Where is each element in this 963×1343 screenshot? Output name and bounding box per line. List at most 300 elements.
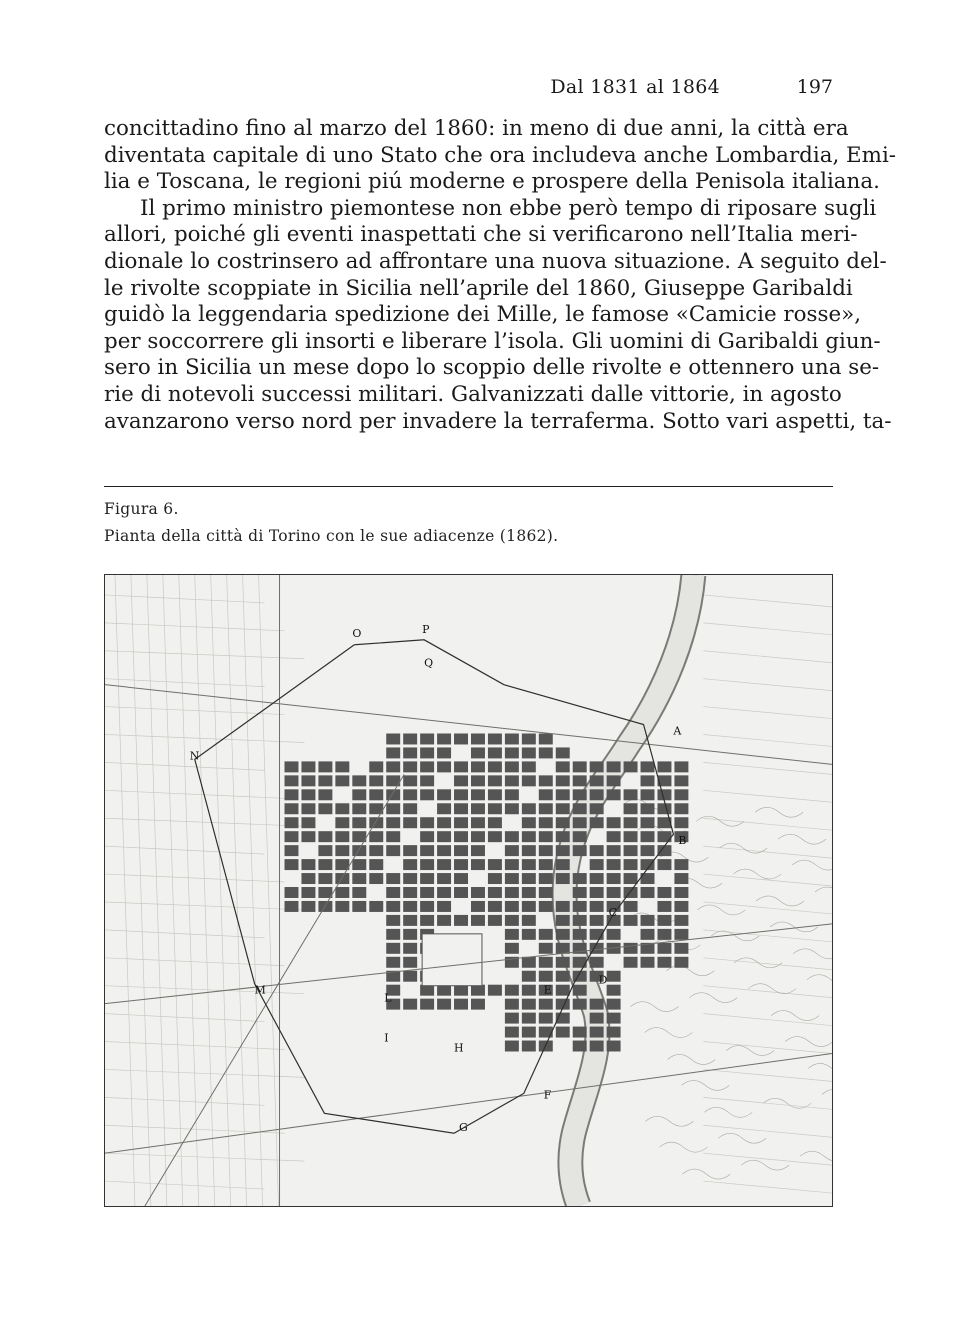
city-block [454,887,468,898]
city-block [301,803,315,814]
city-block [318,775,332,786]
city-block [505,845,519,856]
city-block [318,803,332,814]
city-block [624,761,638,772]
city-block [454,761,468,772]
city-block [607,859,621,870]
city-block [556,831,570,842]
city-block [403,929,417,940]
city-block [641,831,655,842]
city-block [437,831,451,842]
city-block [369,901,383,912]
city-block [573,999,587,1010]
city-block [539,789,553,800]
city-block [641,957,655,968]
city-block [335,817,349,828]
city-block [624,957,638,968]
city-block [573,985,587,996]
city-block [488,887,502,898]
city-block [607,845,621,856]
city-block [403,999,417,1010]
city-block [471,775,485,786]
city-block [522,971,536,982]
city-block [522,747,536,758]
city-block [522,929,536,940]
city-block [674,929,688,940]
page-number: 197 [796,76,833,98]
city-block [505,887,519,898]
city-block [488,747,502,758]
city-block [488,733,502,744]
city-block [505,929,519,940]
city-block [335,901,349,912]
city-block [573,1041,587,1052]
city-block [505,803,519,814]
city-block [403,943,417,954]
text-line: avanzarono verso nord per invadere la terraferma. Sotto vari aspetti, ta- [104,408,892,434]
city-block [352,803,366,814]
city-block [471,901,485,912]
city-block [471,733,485,744]
city-block [403,789,417,800]
city-block [573,831,587,842]
city-block [386,915,400,926]
city-block [285,859,299,870]
city-block [386,943,400,954]
city-block [454,999,468,1010]
city-block [420,831,434,842]
map-letter: D [598,973,608,987]
city-block [471,803,485,814]
city-block [505,733,519,744]
city-block [573,761,587,772]
city-block [505,1027,519,1038]
city-block [318,831,332,842]
city-block [386,817,400,828]
city-block [505,831,519,842]
city-block [674,873,688,884]
city-block [505,943,519,954]
city-block [590,887,604,898]
city-block [522,817,536,828]
city-block [590,845,604,856]
city-block [403,859,417,870]
city-block [641,803,655,814]
city-block [335,887,349,898]
city-block [488,789,502,800]
city-block [301,761,315,772]
city-block [352,901,366,912]
city-block [437,747,451,758]
city-block [590,775,604,786]
city-block [454,845,468,856]
city-block [556,943,570,954]
city-block [352,887,366,898]
city-block [403,733,417,744]
city-block [624,915,638,926]
map-letter: F [543,1088,552,1102]
city-block [301,831,315,842]
city-block [437,999,451,1010]
city-block [590,873,604,884]
city-block [539,831,553,842]
city-block [539,873,553,884]
city-block [505,775,519,786]
city-block [657,901,671,912]
city-block [590,957,604,968]
city-block [471,859,485,870]
map-letter: I [384,1031,389,1045]
city-block [471,747,485,758]
city-block [539,1013,553,1024]
city-block [624,817,638,828]
city-block [488,775,502,786]
map-letter: G [459,1121,468,1135]
city-block [403,971,417,982]
city-block [488,873,502,884]
city-block [403,775,417,786]
city-block [674,915,688,926]
map-letter: H [454,1041,464,1055]
city-block [657,803,671,814]
city-block [420,733,434,744]
map-letter: O [352,626,362,640]
city-block [573,1027,587,1038]
city-block [505,761,519,772]
city-block [403,747,417,758]
city-block [505,1041,519,1052]
city-block [624,943,638,954]
city-block [505,999,519,1010]
city-block [420,747,434,758]
city-block [420,859,434,870]
city-block [505,873,519,884]
city-block [641,929,655,940]
city-block [674,789,688,800]
map-letter: M [254,983,266,997]
city-block [539,887,553,898]
city-block [454,803,468,814]
city-block [454,915,468,926]
city-block [386,901,400,912]
city-block [369,845,383,856]
city-block [301,789,315,800]
map-drawing [105,575,832,1206]
city-block [607,999,621,1010]
city-block [573,789,587,800]
city-block [607,1041,621,1052]
city-block [641,845,655,856]
city-block [420,761,434,772]
city-block [556,929,570,940]
city-block [590,1027,604,1038]
city-block [386,845,400,856]
city-block [590,1041,604,1052]
city-block [556,971,570,982]
city-block [556,775,570,786]
city-block [522,873,536,884]
city-block [285,845,299,856]
city-block [590,817,604,828]
city-block [420,845,434,856]
city-block [539,901,553,912]
city-block [369,817,383,828]
city-block [318,789,332,800]
city-block [674,957,688,968]
map-letter: A [673,724,682,738]
city-block [420,789,434,800]
city-block [386,887,400,898]
city-block [573,887,587,898]
city-block [641,915,655,926]
city-block [674,761,688,772]
city-block [471,915,485,926]
city-block [522,831,536,842]
city-block [556,803,570,814]
city-block [471,831,485,842]
city-block [522,761,536,772]
city-block [403,887,417,898]
city-block [539,859,553,870]
city-block [386,873,400,884]
city-block [437,761,451,772]
city-block [386,831,400,842]
map-letter: Q [424,656,434,670]
text-line: concittadino fino al marzo del 1860: in meno di due anni, la città era [104,116,849,141]
city-block [539,845,553,856]
city-block [505,747,519,758]
city-block [674,859,688,870]
city-block [454,817,468,828]
city-block [607,873,621,884]
city-block [420,887,434,898]
running-title: Dal 1831 al 1864 [550,76,720,98]
city-block [285,761,299,772]
city-block [420,817,434,828]
city-block [386,761,400,772]
city-block [573,901,587,912]
city-block [607,971,621,982]
city-block [556,915,570,926]
city-block [641,789,655,800]
city-block [437,873,451,884]
city-block [657,859,671,870]
text-line: le rivolte scoppiate in Sicilia nell’aprile del 1860, Giuseppe Garibaldi [104,275,853,301]
city-block [471,845,485,856]
text-line: allori, poiché gli eventi inaspettati che si verificarono nell’Italia meri- [104,222,858,248]
turin-map-figure [104,574,833,1207]
city-block [505,915,519,926]
running-head [104,76,833,106]
city-block [573,817,587,828]
city-block [488,985,502,996]
city-block [624,803,638,814]
city-block [318,887,332,898]
city-block [471,985,485,996]
city-block [369,831,383,842]
city-block [352,859,366,870]
city-block [590,859,604,870]
city-block [556,845,570,856]
city-block [624,859,638,870]
text-line: dionale lo costrinsero ad affrontare una nuova situazione. A seguito del- [104,248,887,274]
city-block [488,901,502,912]
city-block [420,775,434,786]
map-letter: N [189,749,200,763]
city-block [318,859,332,870]
city-block [674,817,688,828]
city-block [335,761,349,772]
city-block [369,761,383,772]
city-block [573,873,587,884]
city-block [539,999,553,1010]
text-line: sero in Sicilia un mese dopo lo scoppio delle rivolte e ottennero una se- [104,355,880,381]
city-block [657,957,671,968]
city-block [318,761,332,772]
city-block [590,803,604,814]
city-block [420,915,434,926]
city-block [285,775,299,786]
city-block [641,775,655,786]
city-block [590,789,604,800]
city-block [505,985,519,996]
city-block [539,733,553,744]
city-block [522,985,536,996]
city-block [488,831,502,842]
city-block [437,915,451,926]
city-block [318,845,332,856]
city-block [437,733,451,744]
city-block [437,985,451,996]
city-block [573,957,587,968]
city-block [607,887,621,898]
city-block [437,845,451,856]
city-block [607,761,621,772]
city-block [471,817,485,828]
city-block [488,859,502,870]
city-block [624,901,638,912]
city-block [556,817,570,828]
city-block [369,873,383,884]
city-block [301,873,315,884]
city-block [556,1027,570,1038]
city-block [488,817,502,828]
city-block [386,733,400,744]
city-block [505,859,519,870]
city-block [522,901,536,912]
city-block [657,943,671,954]
city-block [403,845,417,856]
text-line: lia e Toscana, le regioni piú moderne e prospere della Penisola italiana. [104,169,880,195]
city-block [590,901,604,912]
city-block [624,831,638,842]
city-block [539,775,553,786]
city-block [674,803,688,814]
city-block [522,1027,536,1038]
map-letter: E [543,983,552,997]
city-block [454,859,468,870]
city-block [386,929,400,940]
text-line: guidò la leggendaria spedizione dei Mille, le famose «Camicie rosse», [104,302,862,328]
text-line: diventata capitale di uno Stato che ora includeva anche Lombardia, Emi- [104,142,897,168]
city-block [335,803,349,814]
city-block [505,901,519,912]
city-block [285,803,299,814]
city-block [369,775,383,786]
figure-label: Figura 6. [104,500,179,518]
city-block [556,901,570,912]
city-block [539,817,553,828]
city-block [454,985,468,996]
text-line: Il primo ministro piemontese non ebbe però tempo di riposare sugli [140,195,877,221]
city-block [403,803,417,814]
city-block [403,873,417,884]
city-block [590,1013,604,1024]
city-block [301,901,315,912]
city-block [437,887,451,898]
city-block [403,957,417,968]
city-block [403,817,417,828]
map-letter: B [678,834,687,848]
city-block [522,859,536,870]
city-block [556,747,570,758]
city-block [285,789,299,800]
city-block [488,803,502,814]
city-block [352,817,366,828]
city-block [522,887,536,898]
city-block [607,789,621,800]
city-block [556,859,570,870]
city-block [590,915,604,926]
city-block [657,761,671,772]
city-block [624,887,638,898]
city-block [522,775,536,786]
city-block [335,831,349,842]
city-block [624,789,638,800]
city-block [657,789,671,800]
city-block [624,845,638,856]
city-block [488,915,502,926]
city-block [657,915,671,926]
city-block [539,803,553,814]
city-block [420,901,434,912]
city-block [471,887,485,898]
parade-ground [422,934,482,986]
city-block [522,803,536,814]
city-block [437,901,451,912]
city-block [657,887,671,898]
city-block [437,789,451,800]
city-block [318,873,332,884]
city-block [539,957,553,968]
city-block [386,789,400,800]
city-block [352,845,366,856]
city-block [352,873,366,884]
city-block [369,859,383,870]
city-block [590,999,604,1010]
city-block [471,789,485,800]
city-block [301,887,315,898]
map-letter: L [384,991,392,1005]
figure-rule [104,486,833,487]
city-block [471,999,485,1010]
city-block [674,887,688,898]
city-block [556,873,570,884]
city-block [301,775,315,786]
city-block [607,985,621,996]
city-block [505,1013,519,1024]
city-block [607,929,621,940]
